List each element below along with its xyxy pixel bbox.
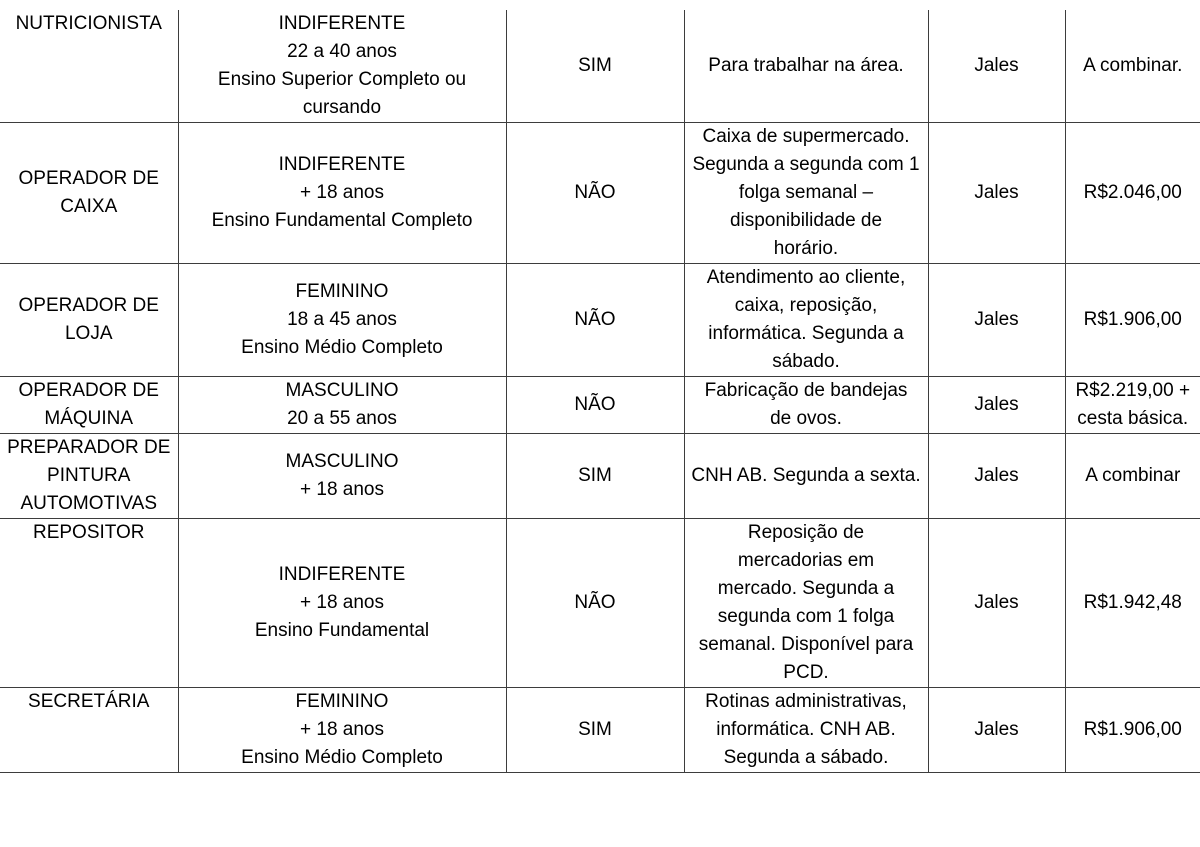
cell-salary-line: R$2.219,00 + xyxy=(1075,380,1191,401)
cell-requirements-line: Ensino Fundamental Completo xyxy=(211,210,473,231)
job-listings-table xyxy=(0,10,1200,773)
cell-role-line: OPERADOR DE xyxy=(18,168,159,189)
cell-role-line: OPERADOR DE xyxy=(18,295,159,316)
cell-description xyxy=(684,519,928,688)
cell-salary xyxy=(1065,519,1200,688)
cell-city xyxy=(928,264,1065,377)
cell-role xyxy=(0,519,178,688)
cell-role xyxy=(0,377,178,434)
cell-description-line: sábado. xyxy=(772,351,840,372)
cell-experience xyxy=(506,123,684,264)
cell-role-line: AUTOMOTIVAS xyxy=(20,493,158,514)
cell-requirements-line: Ensino Fundamental xyxy=(254,620,430,641)
cell-role xyxy=(0,688,178,773)
cell-city-text: Jales xyxy=(974,719,1019,740)
cell-role xyxy=(0,123,178,264)
cell-requirements-line: Ensino Superior Completo ou xyxy=(217,69,467,90)
cell-description xyxy=(684,123,928,264)
cell-salary xyxy=(1065,10,1200,123)
cell-city-text: Jales xyxy=(974,182,1019,203)
cell-requirements-line: 20 a 55 anos xyxy=(287,408,397,429)
table-row xyxy=(0,377,1200,434)
table-row xyxy=(0,10,1200,123)
cell-requirements-line: INDIFERENTE xyxy=(278,564,406,585)
cell-description xyxy=(684,264,928,377)
cell-description-line: Segunda a sábado. xyxy=(723,747,889,768)
cell-requirements-line: FEMININO xyxy=(295,691,389,712)
cell-role-line: PREPARADOR DE xyxy=(7,437,171,458)
cell-requirements-line: Ensino Médio Completo xyxy=(241,337,443,358)
cell-salary-line: R$1.942,48 xyxy=(1083,592,1182,613)
cell-description-line: mercado. Segunda a xyxy=(717,578,895,599)
table-row xyxy=(0,264,1200,377)
cell-role-line: LOJA xyxy=(64,323,113,344)
cell-description-line: CNH AB. Segunda a sexta. xyxy=(691,465,921,486)
cell-experience xyxy=(506,377,684,434)
cell-requirements-line: + 18 anos xyxy=(300,182,384,203)
cell-city xyxy=(928,688,1065,773)
cell-salary xyxy=(1065,377,1200,434)
cell-description-line: Para trabalhar na área. xyxy=(708,55,904,76)
cell-city-text: Jales xyxy=(974,592,1019,613)
cell-requirements-line: cursando xyxy=(302,97,382,118)
cell-description-line: folga semanal – xyxy=(738,182,874,203)
cell-experience xyxy=(506,434,684,519)
cell-requirements xyxy=(178,123,506,264)
cell-salary xyxy=(1065,123,1200,264)
cell-experience xyxy=(506,519,684,688)
cell-experience-text: NÃO xyxy=(574,394,616,415)
cell-description-line: disponibilidade de xyxy=(729,210,883,231)
cell-role xyxy=(0,434,178,519)
cell-requirements xyxy=(178,688,506,773)
cell-description-line: Atendimento ao cliente, xyxy=(706,267,906,288)
cell-experience xyxy=(506,688,684,773)
cell-requirements-line: INDIFERENTE xyxy=(278,154,406,175)
cell-city-text: Jales xyxy=(974,465,1019,486)
cell-requirements xyxy=(178,264,506,377)
cell-description-line: Fabricação de bandejas xyxy=(704,380,908,401)
cell-description-line: caixa, reposição, xyxy=(734,295,878,316)
cell-requirements-line: 22 a 40 anos xyxy=(287,41,397,62)
cell-requirements-line: + 18 anos xyxy=(300,719,384,740)
cell-salary-line: A combinar xyxy=(1085,465,1181,486)
cell-role-line: MÁQUINA xyxy=(44,408,134,429)
cell-description-line: segunda com 1 folga xyxy=(717,606,895,627)
cell-requirements-line: + 18 anos xyxy=(300,479,384,500)
cell-salary-line: R$2.046,00 xyxy=(1083,182,1182,203)
cell-description xyxy=(684,434,928,519)
cell-description xyxy=(684,688,928,773)
cell-salary-line: R$1.906,00 xyxy=(1083,719,1182,740)
cell-city xyxy=(928,377,1065,434)
cell-role-line: OPERADOR DE xyxy=(18,380,159,401)
cell-salary xyxy=(1065,688,1200,773)
cell-city-text: Jales xyxy=(974,309,1019,330)
cell-salary-line: cesta básica. xyxy=(1077,408,1189,429)
cell-role xyxy=(0,264,178,377)
cell-requirements xyxy=(178,10,506,123)
cell-role-line: NUTRICIONISTA xyxy=(15,13,162,34)
cell-salary-line: R$1.906,00 xyxy=(1083,309,1182,330)
cell-description-line: de ovos. xyxy=(770,408,842,429)
cell-description xyxy=(684,10,928,123)
cell-requirements-line: + 18 anos xyxy=(300,592,384,613)
cell-experience-text: NÃO xyxy=(574,309,616,330)
cell-requirements-line: Ensino Médio Completo xyxy=(241,747,443,768)
table-row xyxy=(0,519,1200,688)
cell-role-line: SECRETÁRIA xyxy=(28,691,150,712)
cell-experience-text: SIM xyxy=(578,465,612,486)
job-listings-body xyxy=(0,10,1200,773)
cell-salary xyxy=(1065,264,1200,377)
cell-description-line: Segunda a segunda com 1 xyxy=(692,154,920,175)
cell-description-line: horário. xyxy=(773,238,839,259)
cell-experience-text: NÃO xyxy=(574,182,616,203)
cell-role-line: CAIXA xyxy=(60,196,118,217)
cell-requirements xyxy=(178,377,506,434)
cell-city xyxy=(928,123,1065,264)
cell-requirements-line: FEMININO xyxy=(295,281,389,302)
cell-requirements xyxy=(178,519,506,688)
cell-experience-text: SIM xyxy=(578,55,612,76)
cell-requirements-line: MASCULINO xyxy=(285,380,399,401)
cell-description-line: Reposição de xyxy=(747,522,865,543)
cell-description-line: Caixa de supermercado. xyxy=(702,126,910,147)
cell-salary xyxy=(1065,434,1200,519)
cell-requirements xyxy=(178,434,506,519)
table-row xyxy=(0,688,1200,773)
cell-requirements-line: 18 a 45 anos xyxy=(287,309,397,330)
cell-role xyxy=(0,10,178,123)
cell-description-line: informática. Segunda a xyxy=(708,323,904,344)
cell-description xyxy=(684,377,928,434)
cell-city xyxy=(928,10,1065,123)
cell-experience xyxy=(506,10,684,123)
cell-city xyxy=(928,519,1065,688)
cell-salary-line: A combinar. xyxy=(1083,55,1183,76)
table-row xyxy=(0,434,1200,519)
cell-role-line: REPOSITOR xyxy=(32,522,145,543)
cell-requirements-line: INDIFERENTE xyxy=(278,13,406,34)
cell-experience xyxy=(506,264,684,377)
cell-description-line: Rotinas administrativas, xyxy=(705,691,907,712)
cell-experience-text: SIM xyxy=(578,719,612,740)
cell-city-text: Jales xyxy=(974,394,1019,415)
cell-description-line: mercadorias em xyxy=(737,550,875,571)
cell-experience-text: NÃO xyxy=(574,592,616,613)
cell-description-line: informática. CNH AB. xyxy=(716,719,896,740)
cell-description-line: semanal. Disponível para xyxy=(698,634,914,655)
table-row xyxy=(0,123,1200,264)
cell-description-line: PCD. xyxy=(783,662,829,683)
cell-role-line: PINTURA xyxy=(47,465,131,486)
cell-city-text: Jales xyxy=(974,55,1019,76)
cell-city xyxy=(928,434,1065,519)
cell-requirements-line: MASCULINO xyxy=(285,451,399,472)
